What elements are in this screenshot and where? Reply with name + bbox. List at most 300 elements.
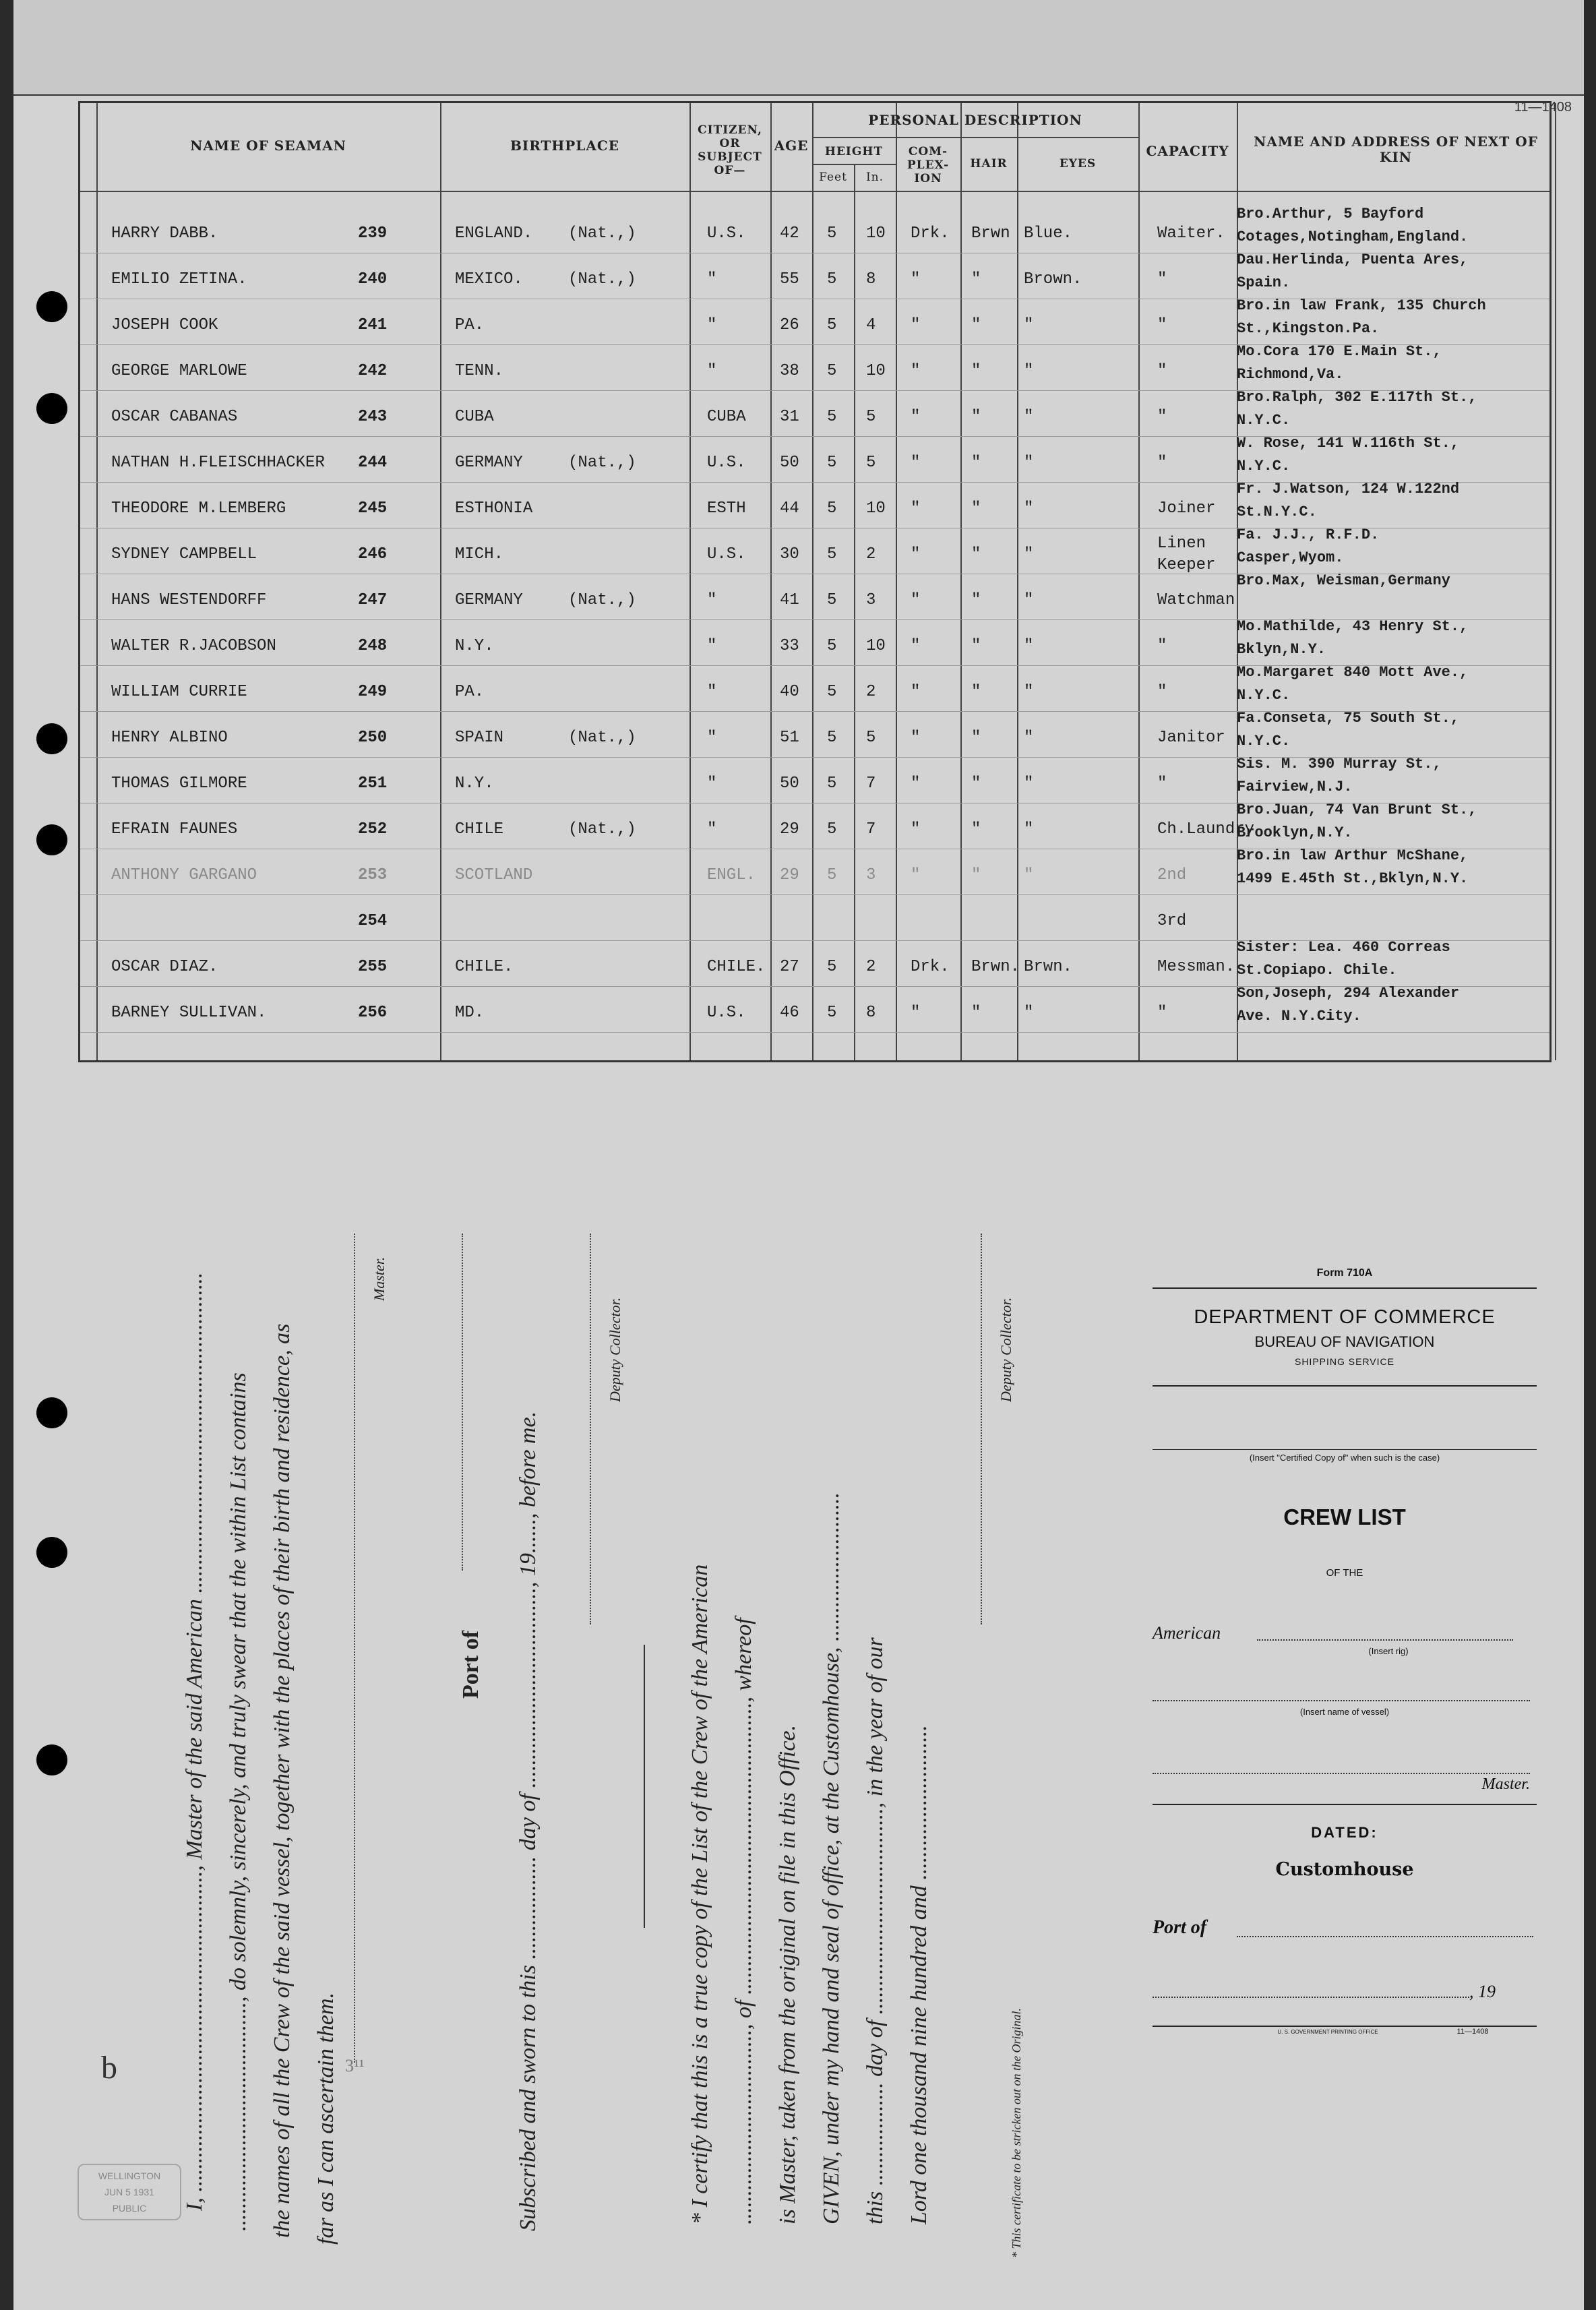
- cell-name: THEODORE M.LEMBERG: [111, 499, 286, 518]
- next-of-kin-line: Sister: Lea. 460 Correas: [1237, 939, 1450, 956]
- cell-comp: ": [911, 774, 921, 793]
- certify-line-2: .................................., of ..................................................., whereof: [731, 1618, 756, 2224]
- cell-in: 5: [866, 454, 876, 472]
- cell-birth: TENN.: [455, 362, 504, 380]
- cell-birth: ENGLAND.: [455, 224, 533, 243]
- next-of-kin-line: Son,Joseph, 294 Alexander: [1237, 985, 1460, 1002]
- certify-line-6: Lord one thousand nine hundred and ...........................: [907, 1725, 931, 2224]
- cell-age: 55: [780, 270, 799, 288]
- cell-hair: ": [971, 637, 981, 655]
- cell-birth: N.Y.: [455, 774, 494, 793]
- next-of-kin-line: Casper,Wyom.: [1237, 549, 1344, 566]
- cell-comp: ": [911, 591, 921, 609]
- certify-deputy-collector: Deputy Collector.: [998, 1297, 1014, 1402]
- next-of-kin-line: Fa. J.J., R.F.D.: [1237, 526, 1380, 543]
- binder-hole: [36, 1744, 67, 1775]
- cell-cit: U.S.: [707, 1004, 746, 1022]
- cell-ft: 5: [827, 774, 837, 793]
- cell-age: 42: [780, 224, 799, 243]
- cell-in: 4: [866, 316, 876, 334]
- next-of-kin-line: Dau.Herlinda, Puenta Ares,: [1237, 251, 1469, 268]
- cell-name: BARNEY SULLIVAN.: [111, 1004, 267, 1022]
- cell-cap: Waiter.: [1157, 224, 1225, 243]
- cell-eyes: ": [1024, 774, 1034, 793]
- cell-birth: MEXICO.: [455, 270, 523, 288]
- cell-age: 50: [780, 454, 799, 472]
- next-of-kin-line: Bro.in law Frank, 135 Church: [1237, 297, 1486, 314]
- header-feet: Feet: [819, 171, 847, 184]
- cell-birth: MICH.: [455, 545, 504, 564]
- crew-table: [78, 101, 1552, 1062]
- port-of-label: Port of: [1153, 1917, 1207, 1938]
- binder-hole: [36, 1397, 67, 1428]
- cell-ft: 5: [827, 683, 837, 701]
- cell-hair: ": [971, 820, 981, 839]
- next-of-kin: [1237, 845, 1554, 890]
- cell-name: EMILIO ZETINA.: [111, 270, 247, 288]
- next-of-kin: [1237, 340, 1554, 386]
- header-personal-description: PERSONAL DESCRIPTION: [868, 112, 1082, 128]
- cell-ft: 5: [827, 362, 837, 380]
- cell-cit: ": [707, 774, 717, 793]
- crew-list-title: CREW LIST: [1283, 1504, 1406, 1529]
- cell-cit: ": [707, 683, 717, 701]
- cell-age: 27: [780, 958, 799, 976]
- cell-in: 5: [866, 729, 876, 747]
- faint-stamp: WELLINGTON JUN 5 1931 PUBLIC: [78, 2164, 181, 2220]
- cell-cap: Ch.Laundry: [1157, 820, 1255, 839]
- cell-cap: ": [1157, 270, 1167, 288]
- of-the-label: OF THE: [1326, 1567, 1363, 1579]
- cell-in: 10: [866, 362, 886, 380]
- next-of-kin-line: N.Y.C.: [1237, 733, 1291, 750]
- cell-ft: 5: [827, 729, 837, 747]
- next-of-kin-line: N.Y.C.: [1237, 687, 1291, 704]
- cell-cit: CUBA: [707, 408, 746, 426]
- cell-name: SYDNEY CAMPBELL: [111, 545, 257, 564]
- pencil-note: 3¹¹: [345, 2056, 365, 2075]
- cell-ft: 5: [827, 454, 837, 472]
- cell-comp: ": [911, 454, 921, 472]
- cell-nat: (Nat.,): [568, 454, 636, 472]
- cell-hair: ": [971, 774, 981, 793]
- cell-cap: ": [1157, 683, 1167, 701]
- top-edge: [13, 0, 1584, 96]
- master-label: Master.: [1481, 1775, 1530, 1793]
- header-age: AGE: [774, 138, 809, 154]
- cell-eyes: ": [1024, 820, 1034, 839]
- cell-in: 7: [866, 774, 876, 793]
- next-of-kin: [1237, 936, 1554, 982]
- next-of-kin: [1237, 799, 1554, 845]
- cell-comp: ": [911, 729, 921, 747]
- cell-name: NATHAN H.FLEISCHHACKER: [111, 454, 325, 472]
- next-of-kin-line: N.Y.C.: [1237, 458, 1291, 475]
- cell-eyes: ": [1024, 683, 1034, 701]
- cell-num: 251: [358, 774, 388, 793]
- cell-ft: 5: [827, 408, 837, 426]
- cell-age: 40: [780, 683, 799, 701]
- cell-in: 2: [866, 958, 876, 976]
- cell-eyes: ": [1024, 591, 1034, 609]
- cell-name: GEORGE MARLOWE: [111, 362, 247, 380]
- cell-hair: ": [971, 270, 981, 288]
- cell-num: 239: [358, 224, 388, 243]
- cell-ft: 5: [827, 270, 837, 288]
- cell-eyes: ": [1024, 499, 1034, 518]
- cell-ft: 5: [827, 637, 837, 655]
- next-of-kin: [1237, 432, 1554, 478]
- cell-eyes: ": [1024, 637, 1034, 655]
- oath-line-3: the names of all the Crew of the said vessel, together with the places of their birth and residence, as: [270, 1323, 295, 2238]
- cell-num: 249: [358, 683, 388, 701]
- cell-cit: ": [707, 591, 717, 609]
- shipping-service: SHIPPING SERVICE: [1294, 1356, 1394, 1367]
- cell-in: 8: [866, 270, 876, 288]
- cell-birth: SPAIN: [455, 729, 504, 747]
- cell-nat: (Nat.,): [568, 224, 636, 243]
- cell-num: 243: [358, 408, 388, 426]
- cell-in: 10: [866, 224, 886, 243]
- cell-num: 253: [358, 866, 388, 884]
- cell-age: 38: [780, 362, 799, 380]
- cell-cit: ": [707, 820, 717, 839]
- printer-code: 11—1408: [1456, 2028, 1489, 2036]
- next-of-kin: [1237, 753, 1554, 799]
- header-next-of-kin: NAME AND ADDRESS OF NEXT OF KIN: [1254, 133, 1538, 165]
- cell-hair: ": [971, 729, 981, 747]
- cell-comp: Drk.: [911, 958, 950, 976]
- cell-age: 46: [780, 1004, 799, 1022]
- binder-hole: [36, 824, 67, 855]
- cell-birth: GERMANY: [455, 454, 523, 472]
- cell-birth: N.Y.: [455, 637, 494, 655]
- next-of-kin: [1237, 478, 1554, 524]
- cell-age: 33: [780, 637, 799, 655]
- header-name: NAME OF SEAMAN: [190, 138, 346, 154]
- oath-line-4: far as I can ascertain them.: [313, 1993, 338, 2245]
- cell-comp: ": [911, 408, 921, 426]
- next-of-kin-line: Bro.Juan, 74 Van Brunt St.,: [1237, 801, 1477, 818]
- cell-hair: ": [971, 454, 981, 472]
- cell-eyes: Brwn.: [1024, 958, 1073, 976]
- cell-age: 30: [780, 545, 799, 564]
- cell-hair: Brwn.: [971, 958, 1020, 976]
- header-inches: In.: [865, 171, 884, 184]
- insert-vessel-note: (Insert name of vessel): [1299, 1707, 1390, 1717]
- cell-num: 245: [358, 499, 388, 518]
- cell-num: 240: [358, 270, 388, 288]
- cell-age: 50: [780, 774, 799, 793]
- next-of-kin-line: Mo.Cora 170 E.Main St.,: [1237, 343, 1442, 360]
- certify-line-5: this .................. day of ...................................., in the year of our: [863, 1637, 888, 2224]
- cell-num: 247: [358, 591, 388, 609]
- cell-name: HANS WESTENDORFF: [111, 591, 267, 609]
- next-of-kin: [1237, 295, 1554, 340]
- cell-hair: ": [971, 316, 981, 334]
- cell-birth: PA.: [455, 316, 485, 334]
- cell-cit: ENGL.: [707, 866, 756, 884]
- next-of-kin-line: Richmond,Va.: [1237, 366, 1344, 383]
- cell-num: 250: [358, 729, 388, 747]
- cell-birth: GERMANY: [455, 591, 523, 609]
- cell-comp: ": [911, 1004, 921, 1022]
- cell-cit: CHILE.: [707, 958, 766, 976]
- cell-cit: ": [707, 362, 717, 380]
- cell-birth: PA.: [455, 683, 485, 701]
- cell-num: 252: [358, 820, 388, 839]
- cell-nat: (Nat.,): [568, 270, 636, 288]
- cell-comp: ": [911, 683, 921, 701]
- cell-cap: ": [1157, 316, 1167, 334]
- cell-age: 51: [780, 729, 799, 747]
- cell-cit: ": [707, 270, 717, 288]
- cell-eyes: ": [1024, 545, 1034, 564]
- cell-eyes: ": [1024, 316, 1034, 334]
- header-birthplace: BIRTHPLACE: [510, 138, 620, 154]
- insert-certified-note: (Insert "Certified Copy of" when such is the case): [1249, 1453, 1440, 1463]
- cell-cap: Watchman: [1157, 591, 1235, 609]
- cell-ft: 5: [827, 316, 837, 334]
- next-of-kin-line: Sis. M. 390 Murray St.,: [1237, 756, 1442, 772]
- crew-list-document: [13, 0, 1584, 2310]
- next-of-kin-line: W. Rose, 141 W.116th St.,: [1237, 435, 1460, 452]
- next-of-kin-line: Bro.Arthur, 5 Bayford: [1237, 206, 1424, 222]
- cell-birth: ESTHONIA: [455, 499, 533, 518]
- cell-in: 8: [866, 1004, 876, 1022]
- next-of-kin-line: Bro.Max, Weisman,Germany: [1237, 572, 1450, 589]
- form-number: Form 710A: [1316, 1267, 1373, 1279]
- row-divider: [80, 1032, 1549, 1033]
- certify-line-3: is Master, taken from the original on file in this Office.: [775, 1724, 800, 2224]
- cell-eyes: ": [1024, 866, 1034, 884]
- cell-name: OSCAR DIAZ.: [111, 958, 218, 976]
- cell-comp: ": [911, 637, 921, 655]
- next-of-kin: [1237, 570, 1554, 592]
- cell-age: 31: [780, 408, 799, 426]
- cell-birth: CHILE: [455, 820, 504, 839]
- cell-eyes: ": [1024, 729, 1034, 747]
- next-of-kin-line: Cotages,Notingham,England.: [1237, 229, 1469, 245]
- cell-ft: 5: [827, 958, 837, 976]
- cell-in: 10: [866, 499, 886, 518]
- cell-eyes: Blue.: [1024, 224, 1073, 243]
- next-of-kin-line: Ave. N.Y.City.: [1237, 1008, 1361, 1025]
- header-citizen: CITIZEN, OR SUBJECT OF—: [698, 123, 762, 177]
- cell-name: WILLIAM CURRIE: [111, 683, 247, 701]
- cell-num: 255: [358, 958, 388, 976]
- next-of-kin-line: Bklyn,N.Y.: [1237, 641, 1326, 658]
- cell-age: 44: [780, 499, 799, 518]
- cell-cap: 3rd: [1157, 912, 1187, 930]
- cell-ft: 5: [827, 820, 837, 839]
- next-of-kin-line: Fa.Conseta, 75 South St.,: [1237, 710, 1460, 727]
- next-of-kin: [1237, 707, 1554, 753]
- cell-eyes: ": [1024, 1004, 1034, 1022]
- cell-num: 248: [358, 637, 388, 655]
- cell-comp: Drk.: [911, 224, 950, 243]
- cell-num: 246: [358, 545, 388, 564]
- cell-age: 29: [780, 866, 799, 884]
- next-of-kin-line: N.Y.C.: [1237, 412, 1291, 429]
- next-of-kin: [1237, 386, 1554, 432]
- cell-in: 3: [866, 866, 876, 884]
- cell-eyes: ": [1024, 408, 1034, 426]
- cell-in: 10: [866, 637, 886, 655]
- dated-label: DATED:: [1311, 1824, 1378, 1841]
- customhouse-label: Customhouse: [1275, 1859, 1414, 1880]
- american-label: American: [1153, 1623, 1221, 1643]
- cell-hair: ": [971, 408, 981, 426]
- cell-hair: ": [971, 866, 981, 884]
- next-of-kin-line: Spain.: [1237, 274, 1291, 291]
- certify-line-4: GIVEN, under my hand and seal of office, at the Customhouse, ..........................: [819, 1492, 844, 2224]
- cell-hair: ": [971, 545, 981, 564]
- next-of-kin: [1237, 615, 1554, 661]
- cell-name: WALTER R.JACOBSON: [111, 637, 276, 655]
- cell-in: 5: [866, 408, 876, 426]
- cell-name: HARRY DABB.: [111, 224, 218, 243]
- cell-hair: ": [971, 499, 981, 518]
- cell-birth: CUBA: [455, 408, 494, 426]
- next-of-kin: [1237, 982, 1554, 1028]
- header-height: HEIGHT: [824, 145, 884, 158]
- binder-hole: [36, 1537, 67, 1568]
- cell-num: 241: [358, 316, 388, 334]
- cell-cit: ": [707, 729, 717, 747]
- cell-num: 244: [358, 454, 388, 472]
- oath-line-2: ........................................, do solemnly, sincerely, and truly swear that the within List contains: [226, 1372, 251, 2231]
- cell-name: EFRAIN FAUNES: [111, 820, 238, 839]
- cell-in: 2: [866, 683, 876, 701]
- next-of-kin: [1237, 524, 1554, 570]
- year-label: , 19: [1469, 1982, 1496, 2001]
- next-of-kin-line: St.,Kingston.Pa.: [1237, 320, 1380, 337]
- cell-ft: 5: [827, 545, 837, 564]
- header-eyes: EYES: [1059, 157, 1097, 171]
- margin-letter: b: [101, 2050, 117, 2086]
- cell-hair: ": [971, 683, 981, 701]
- cell-cap: Joiner: [1157, 499, 1216, 518]
- form-code: 11—1408: [1514, 100, 1572, 115]
- cell-nat: (Nat.,): [568, 820, 636, 839]
- next-of-kin-line: Brooklyn,N.Y.: [1237, 824, 1353, 841]
- cell-name: JOSEPH COOK: [111, 316, 218, 334]
- next-of-kin-line: Mo.Mathilde, 43 Henry St.,: [1237, 618, 1469, 635]
- cell-name: THOMAS GILMORE: [111, 774, 247, 793]
- cell-hair: ": [971, 362, 981, 380]
- cell-eyes: ": [1024, 362, 1034, 380]
- cell-birth: MD.: [455, 1004, 485, 1022]
- cell-comp: ": [911, 866, 921, 884]
- cell-cap: Janitor: [1157, 729, 1225, 747]
- cell-age: 41: [780, 591, 799, 609]
- oath-deputy-collector: Deputy Collector.: [607, 1297, 623, 1402]
- binder-hole: [36, 723, 67, 754]
- cell-ft: 5: [827, 224, 837, 243]
- next-of-kin-line: Mo.Margaret 840 Mott Ave.,: [1237, 664, 1469, 681]
- cell-name: ANTHONY GARGANO: [111, 866, 257, 884]
- row-divider: [80, 894, 1549, 895]
- cell-birth: SCOTLAND: [455, 866, 533, 884]
- next-of-kin-line: Bro.in law Arthur McShane,: [1237, 847, 1469, 864]
- cell-hair: ": [971, 1004, 981, 1022]
- cell-cap: ": [1157, 362, 1167, 380]
- next-of-kin-line: Fr. J.Watson, 124 W.122nd: [1237, 481, 1460, 497]
- cell-cap: ": [1157, 454, 1167, 472]
- bureau-title: BUREAU OF NAVIGATION: [1254, 1333, 1435, 1350]
- cell-cit: ESTH: [707, 499, 746, 518]
- cell-name: HENRY ALBINO: [111, 729, 228, 747]
- cell-comp: ": [911, 316, 921, 334]
- cell-nat: (Nat.,): [568, 591, 636, 609]
- insert-rig-note: (Insert rig): [1368, 1646, 1409, 1656]
- cell-cap: Messman.: [1157, 958, 1235, 976]
- header-hair: HAIR: [970, 157, 1008, 171]
- cell-birth: CHILE.: [455, 958, 514, 976]
- department-title: DEPARTMENT OF COMMERCE: [1194, 1306, 1496, 1328]
- cell-num: 256: [358, 1004, 388, 1022]
- cell-in: 2: [866, 545, 876, 564]
- oath-port-of: Port of: [458, 1630, 483, 1699]
- oath-subscribed: Subscribed and sworn to this .................. day of ..................................., 19......, before me.: [516, 1411, 541, 2231]
- binder-hole: [36, 393, 67, 424]
- cell-nat: (Nat.,): [568, 729, 636, 747]
- cell-cit: U.S.: [707, 224, 746, 243]
- cell-hair: Brwn: [971, 224, 1010, 243]
- cell-num: 242: [358, 362, 388, 380]
- cell-num: 254: [358, 912, 388, 930]
- binder-hole: [36, 291, 67, 322]
- next-of-kin-line: 1499 E.45th St.,Bklyn,N.Y.: [1237, 870, 1469, 887]
- cell-cap: ": [1157, 1004, 1167, 1022]
- cell-ft: 5: [827, 591, 837, 609]
- header-complexion: COM- PLEX- ION: [907, 145, 950, 185]
- cell-in: 7: [866, 820, 876, 839]
- cell-comp: ": [911, 362, 921, 380]
- cell-cap: ": [1157, 408, 1167, 426]
- cell-comp: ": [911, 820, 921, 839]
- next-of-kin-line: St.N.Y.C.: [1237, 504, 1317, 520]
- next-of-kin: [1237, 661, 1554, 707]
- next-of-kin-line: Bro.Ralph, 302 E.117th St.,: [1237, 389, 1477, 406]
- cell-ft: 5: [827, 499, 837, 518]
- cell-eyes: Brown.: [1024, 270, 1082, 288]
- cell-comp: ": [911, 270, 921, 288]
- cell-cap: ": [1157, 774, 1167, 793]
- cell-ft: 5: [827, 866, 837, 884]
- cell-hair: ": [971, 591, 981, 609]
- cell-comp: ": [911, 499, 921, 518]
- cell-cit: ": [707, 316, 717, 334]
- cell-eyes: ": [1024, 454, 1034, 472]
- cell-cap: ": [1157, 637, 1167, 655]
- next-of-kin-line: Fairview,N.J.: [1237, 779, 1353, 795]
- cell-cap: 2nd: [1157, 866, 1187, 884]
- oath-master-label: Master.: [371, 1256, 388, 1301]
- printer-line: U. S. GOVERNMENT PRINTING OFFICE: [1277, 2029, 1378, 2035]
- oath-line-1: I, ........................................................, Master of the said American ........................................................: [182, 1272, 207, 2211]
- next-of-kin: [1237, 249, 1554, 295]
- certify-footnote: * This certificate to be stricken out on the Original.: [1010, 2008, 1023, 2258]
- cell-cit: ": [707, 637, 717, 655]
- header-capacity: CAPACITY: [1146, 143, 1229, 159]
- cell-cit: U.S.: [707, 545, 746, 564]
- cell-age: 29: [780, 820, 799, 839]
- next-of-kin-line: St.Copiapo. Chile.: [1237, 962, 1397, 979]
- cell-in: 3: [866, 591, 876, 609]
- certify-line-1: * I certify that this is a true copy of the List of the Crew of the American: [687, 1564, 712, 2224]
